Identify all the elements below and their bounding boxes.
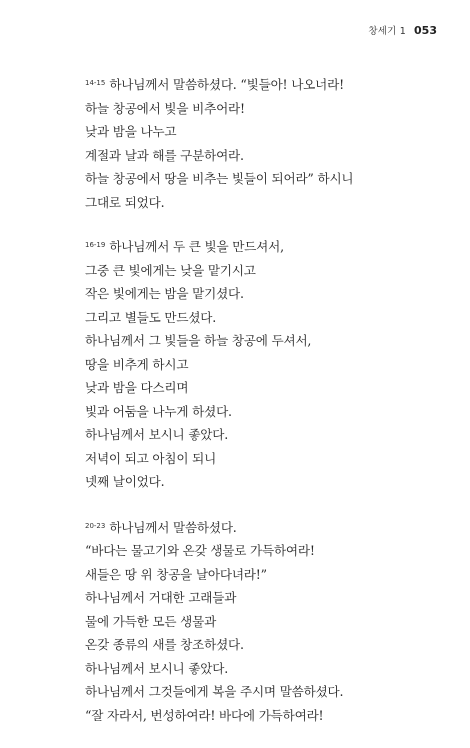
text-line: 하나님께서 보시니 좋았다. [85,427,229,442]
text-line: 하나님께서 거대한 고래들과 [85,590,237,605]
text-line: 낮과 밤을 나누고 [85,124,177,139]
passage-16-19 [85,234,440,494]
page-number: 053 [414,24,437,37]
scripture-text [85,72,440,727]
text-line: 계절과 날과 해를 구분하여라. [85,147,244,163]
text-line: 하나님께서 그 빛들을 하늘 창공에 두셔서, [85,333,312,348]
text-line: 하나님께서 보시니 좋았다. [85,660,229,676]
text-line: 땅을 비추게 하시고 [85,356,189,372]
verse-number: 14-15 [85,79,106,87]
line-text: 하나님께서 말씀하셨다. “빛들아! 나오너라! [109,77,344,92]
text-line [85,234,440,259]
text-line [85,72,440,97]
text-line: 그리고 별들도 만드셨다. [85,309,217,325]
text-line: “잘 자라서, 번성하여라! 바다에 가득하여라! [85,707,324,723]
text-line: 물에 가득한 모든 생물과 [85,613,217,629]
line-text: 하나님께서 말씀하셨다. [109,519,237,535]
text-line: 낮과 밤을 다스리며 [85,380,189,395]
running-head [368,23,437,37]
text-line: 작은 빛에게는 밤을 맡기셨다. [85,286,244,301]
text-line: 그대로 되었다. [85,194,165,210]
verse-number: 20-23 [85,521,106,530]
text-line [85,515,440,540]
line-text: 하나님께서 두 큰 빛을 만드셔서, [109,239,284,254]
verse-number: 16-19 [85,241,106,249]
text-line: 하나님께서 그것들에게 복을 주시며 말씀하셨다. [85,684,344,699]
text-line: 하늘 창공에서 빛을 비추어라! [85,100,245,116]
text-line: “바다는 물고기와 온갖 생물로 가득하여라! [85,543,315,558]
passage-14-15 [85,72,440,214]
text-line: 저녁이 되고 아침이 되니 [85,450,217,466]
text-line: 빛과 어둠을 나누게 하셨다. [85,403,232,419]
text-line: 새들은 땅 위 창공을 날아다녀라!” [85,566,267,582]
passage-20-23 [85,515,440,728]
text-line: 넷째 날이었다. [85,474,165,489]
book-chapter-title: 창세기 1 [368,26,407,37]
text-line: 그중 큰 빛에게는 낮을 맡기시고 [85,262,256,278]
text-line: 하늘 창공에서 땅을 비추는 빛들이 되어라” 하시니 [85,171,354,186]
text-line: 온갖 종류의 새를 창조하셨다. [85,637,244,652]
